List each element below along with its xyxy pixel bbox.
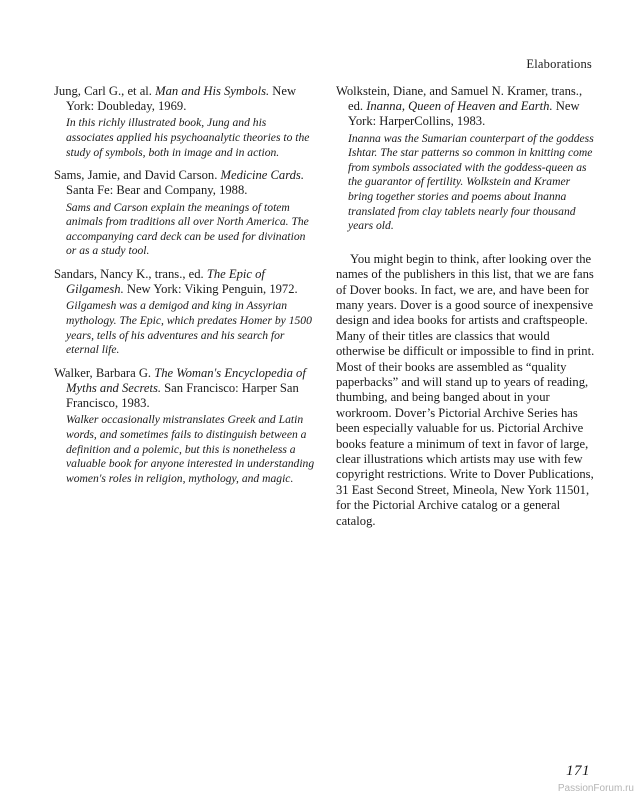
annotation: In this richly illustrated book, Jung and his associates applied his psychoanalytic theories to the study of symbols, both in image and in action. [66,116,310,159]
page-number: 171 [566,763,590,779]
citation [54,366,316,412]
citation-publication: New York: HarperCollins, 1983. [348,99,580,129]
citation-author: Jung, Carl G., et al. [54,84,156,98]
bibliography-entry [54,168,316,259]
bibliography-entry [54,366,316,487]
citation-publication: San Francisco: Harper San Francisco, 1983. [66,380,299,411]
bibliography-entry [336,84,598,234]
citation-publication: New York: Doubleday, 1969. [66,84,297,114]
citation-author: Walker, Barbara G. [54,365,155,380]
citation-publication: Santa Fe: Bear and Company, 1988. [66,183,248,198]
citation-author: Sandars, Nancy K., trans., ed. [54,266,207,281]
left-column [54,84,316,494]
annotation: Sams and Carson explain the meanings of totem animals from traditions all over North America. The accompanying card deck can be used for divination or as a study tool. [66,200,309,258]
bibliography-entry [54,84,316,160]
annotation: Walker occasionally mistranslates Greek and Latin words, and sometimes fails to distinguish between a definition and a polemic, but this is nonetheless a valuable book for anyone interested in understanding women's roles in religion, mythology, and magic. [66,413,315,485]
citation-title: Medicine Cards. [220,168,304,183]
citation [54,84,316,114]
citation-title: The Epic of Gilgamesh. [66,266,265,297]
annotation: Gilgamesh was a demigod and king in Assyrian mythology. The Epic, which predates Homer by 1500 years, tells of his adventures and his search for eternal life. [66,299,312,357]
right-column [336,84,598,529]
watermark: PassionForum.ru [557,783,634,794]
citation-author: Wolkstein, Diane, and Samuel N. Kramer, trans., ed. [336,84,583,114]
citation [54,168,316,198]
annotation: Inanna was the Sumarian counterpart of the goddess Ishtar. The star patterns so common in knitting come from symbols associated with the goddess-queen as the guarantor of fertility. Wolkstein and Kramer bring together stories and poems about Inanna translated from clay tablets nearly four thousand years old. [348,131,594,233]
citation-title: The Woman's Encyclopedia of Myths and Secrets. [66,365,306,395]
citation [336,84,598,130]
citation [54,267,316,297]
running-head: Elaborations [526,57,592,71]
body-paragraph: You might begin to think, after looking over the names of the publishers in this list, that we are fans of Dover books. In fact, we are, and have been for many years. Dover is a good source of inexpensive design and idea books for artists and craftspeople. Many of their titles are classics that would otherwise be difficult or impossible to find in print. Most of their books are assembled as “quality paperbacks” and will stand up to years of reading, thumbing, and being banged about in your workroom. Dover’s Pictorial Archive Series has been especially valuable for us. Pictorial Archive books feature a minimum of text in favor of large, clear illustrations which artists may use with few copyright restrictions. Write to Dover Publications, 31 East Second Street, Mineola, New York 11501, for the Pictorial Archive catalog or a general catalog. [336,251,595,528]
citation-author: Sams, Jamie, and David Carson. [54,168,221,183]
citation-publication: New York: Viking Penguin, 1972. [123,282,298,297]
citation-title: Man and His Symbols. [155,84,270,98]
citation-title: Inanna, Queen of Heaven and Earth. [366,99,553,114]
bibliography-entry [54,267,316,358]
